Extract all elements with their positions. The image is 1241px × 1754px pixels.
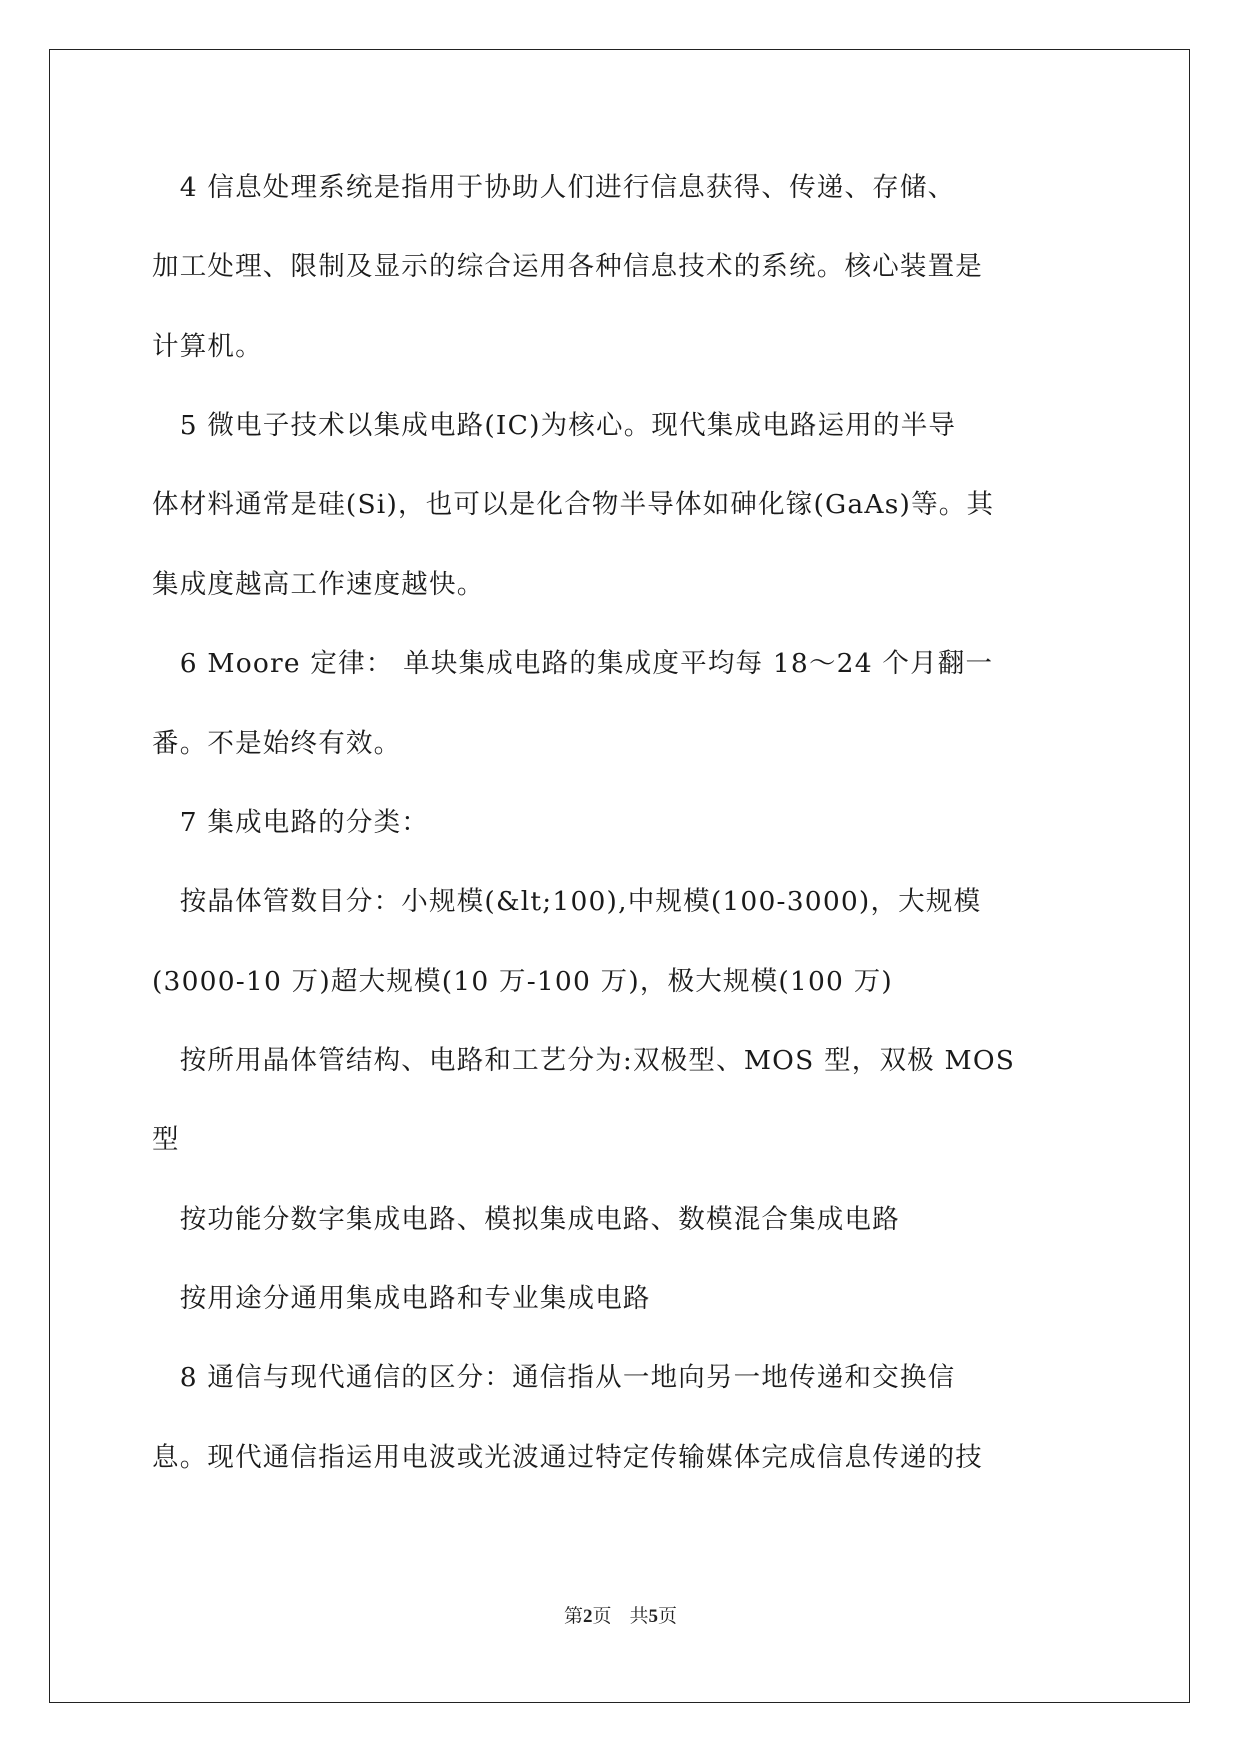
text-line: 按晶体管数目分：小规模(&lt;100),中规模(100-3000)，大规模 <box>152 886 982 917</box>
text-line: 计算机。 <box>152 331 263 362</box>
text-line: 6 Moore 定律： 单块集成电路的集成度平均每 18～24 个月翻一 <box>152 648 994 679</box>
footer-middle: 页 <box>592 1605 612 1627</box>
current-page-number: 2 <box>582 1606 593 1627</box>
footer-prefix: 第 <box>563 1605 583 1627</box>
text-line: 7 集成电路的分类： <box>152 807 429 838</box>
page-footer <box>0 1604 1241 1629</box>
text-line: 4 信息处理系统是指用于协助人们进行信息获得、传递、存储、 <box>152 172 956 203</box>
text-line: 按功能分数字集成电路、模拟集成电路、数模混合集成电路 <box>152 1204 900 1235</box>
text-line: 加工处理、限制及显示的综合运用各种信息技术的系统。核心装置是 <box>152 251 983 282</box>
text-line: 番。不是始终有效。 <box>152 728 402 759</box>
text-line: 体材料通常是硅(Si)，也可以是化合物半导体如砷化镓(GaAs)等。其 <box>152 489 995 520</box>
text-line: 集成度越高工作速度越快。 <box>152 569 485 600</box>
text-line: 型 <box>152 1124 180 1155</box>
text-line: 8 通信与现代通信的区分：通信指从一地向另一地传递和交换信 <box>152 1362 956 1393</box>
text-line: (3000-10 万)超大规模(10 万-100 万)，极大规模(100 万) <box>152 966 893 997</box>
total-page-count: 5 <box>648 1606 659 1627</box>
text-line: 息。现代通信指运用电波或光波通过特定传输媒体完成信息传递的技 <box>152 1442 983 1473</box>
footer-total-prefix: 共 <box>629 1605 649 1627</box>
text-line: 按所用晶体管结构、电路和工艺分为:双极型、MOS 型，双极 MOS <box>152 1045 1016 1076</box>
text-line: 按用途分通用集成电路和专业集成电路 <box>152 1283 651 1314</box>
footer-suffix: 页 <box>658 1605 678 1627</box>
text-line: 5 微电子技术以集成电路(IC)为核心。现代集成电路运用的半导 <box>152 410 957 441</box>
